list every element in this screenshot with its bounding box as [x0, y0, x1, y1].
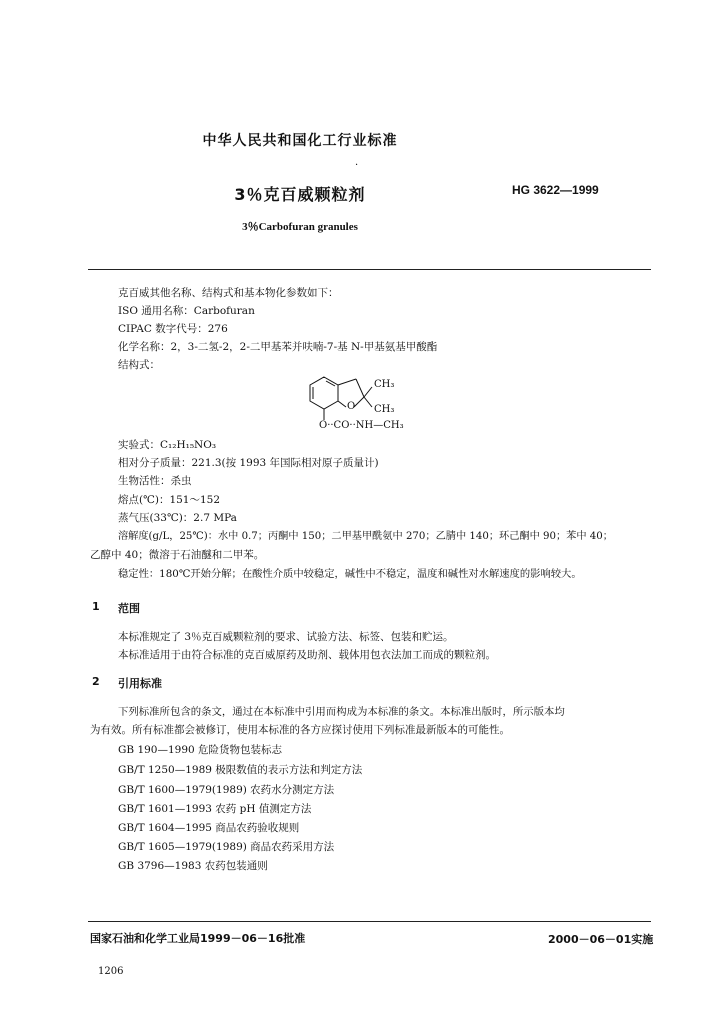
reference-item: GB/T 1601—1993 农药 pH 值测定方法	[118, 803, 312, 815]
section-2-title: 引用标准	[118, 677, 162, 690]
ring-bond	[356, 379, 364, 397]
section-2-para-line-1: 下列标准所包含的条文，通过在本标准中引用而构成为本标准的条文。本标准出版时，所示版本均	[118, 706, 565, 718]
methyl-bond	[364, 397, 372, 407]
solubility-line-2: 乙醇中 40；微溶于石油醚和二甲苯。	[90, 549, 265, 561]
section-1-title: 范围	[118, 602, 140, 615]
reference-item: GB 3796—1983 农药包装通则	[118, 860, 268, 872]
double-bond	[326, 381, 335, 386]
ring-oxygen-label: O	[347, 401, 356, 412]
molecular-weight: 相对分子质量：221.3(按 1993 年国际相对原子质量计)	[118, 457, 379, 469]
footer-divider	[88, 921, 651, 922]
iso-name: ISO 通用名称：Carbofuran	[118, 305, 255, 317]
section-2-number: 2	[92, 675, 100, 688]
header-divider	[88, 269, 651, 270]
ring-bond	[338, 401, 346, 407]
chemical-name: 化学名称：2，3-二氢-2，2-二甲基苯并呋喃-7-基 N-甲基氨基甲酸酯	[118, 341, 438, 353]
standard-number: HG 3622—1999	[512, 183, 599, 197]
methyl-bond	[364, 387, 372, 397]
approval-date: 国家石油和化学工业局1999－06－16批准	[90, 932, 306, 945]
reference-item: GB 190—1990 危险货物包装标志	[118, 744, 283, 756]
melting-point: 熔点(℃)：151～152	[118, 494, 221, 506]
intro-lead: 克百威其他名称、结构式和基本物化参数如下：	[118, 287, 339, 299]
ring-bond	[338, 379, 356, 385]
section-1-para-2: 本标准适用于由符合标准的克百威原药及助剂、载体用包衣法加工而成的颗粒剂。	[118, 649, 496, 661]
stray-dot: ·	[355, 160, 359, 171]
vapor-pressure: 蒸气压(33℃)：2.7 MPa	[118, 512, 237, 524]
issuing-org-heading: 中华人民共和国化工行业标准	[202, 133, 398, 149]
section-1-para-1: 本标准规定了 3％克百威颗粒剂的要求、试验方法、标签、包装和贮运。	[118, 631, 454, 643]
reference-item: GB/T 1600—1979(1989) 农药水分测定方法	[118, 784, 335, 796]
reference-item: GB/T 1604—1995 商品农药验收规则	[118, 822, 300, 834]
empirical-formula: 实验式：C₁₂H₁₅NO₃	[118, 439, 217, 451]
methyl-label-bottom: CH₃	[374, 404, 395, 415]
effective-date: 2000－06－01实施	[548, 933, 654, 946]
stability: 稳定性：180℃开始分解；在酸性介质中较稳定，碱性中不稳定，温度和碱性对水解速度的影响较大。	[118, 568, 582, 580]
structural-formula	[300, 367, 460, 435]
page-number: 1206	[98, 966, 124, 977]
ring-bond	[354, 397, 364, 407]
carbamate-chain: O··CO··NH—CH₃	[319, 420, 404, 431]
methyl-label-top: CH₃	[374, 379, 395, 390]
document-title: 3％克百威颗粒剂	[234, 185, 366, 204]
structure-label: 结构式：	[118, 359, 160, 371]
reference-item: GB/T 1605—1979(1989) 商品农药采用方法	[118, 841, 335, 853]
cipac-code: CIPAC 数字代号：276	[118, 323, 228, 335]
solubility-line-1: 溶解度(g/L，25℃)：水中 0.7；丙酮中 150；二甲基甲酰氨中 270；乙腈中 140；环己酮中 90；苯中 40；	[118, 531, 613, 542]
benzene-ring	[310, 377, 338, 409]
bioactivity: 生物活性：杀虫	[118, 475, 192, 487]
reference-item: GB/T 1250—1989 极限数值的表示方法和判定方法	[118, 764, 363, 776]
section-2-para-line-2: 为有效。所有标准都会被修订，使用本标准的各方应探讨使用下列标准最新版本的可能性。	[90, 724, 510, 736]
section-1-number: 1	[92, 600, 100, 613]
english-title: 3％Carbofuran granules	[242, 221, 358, 233]
